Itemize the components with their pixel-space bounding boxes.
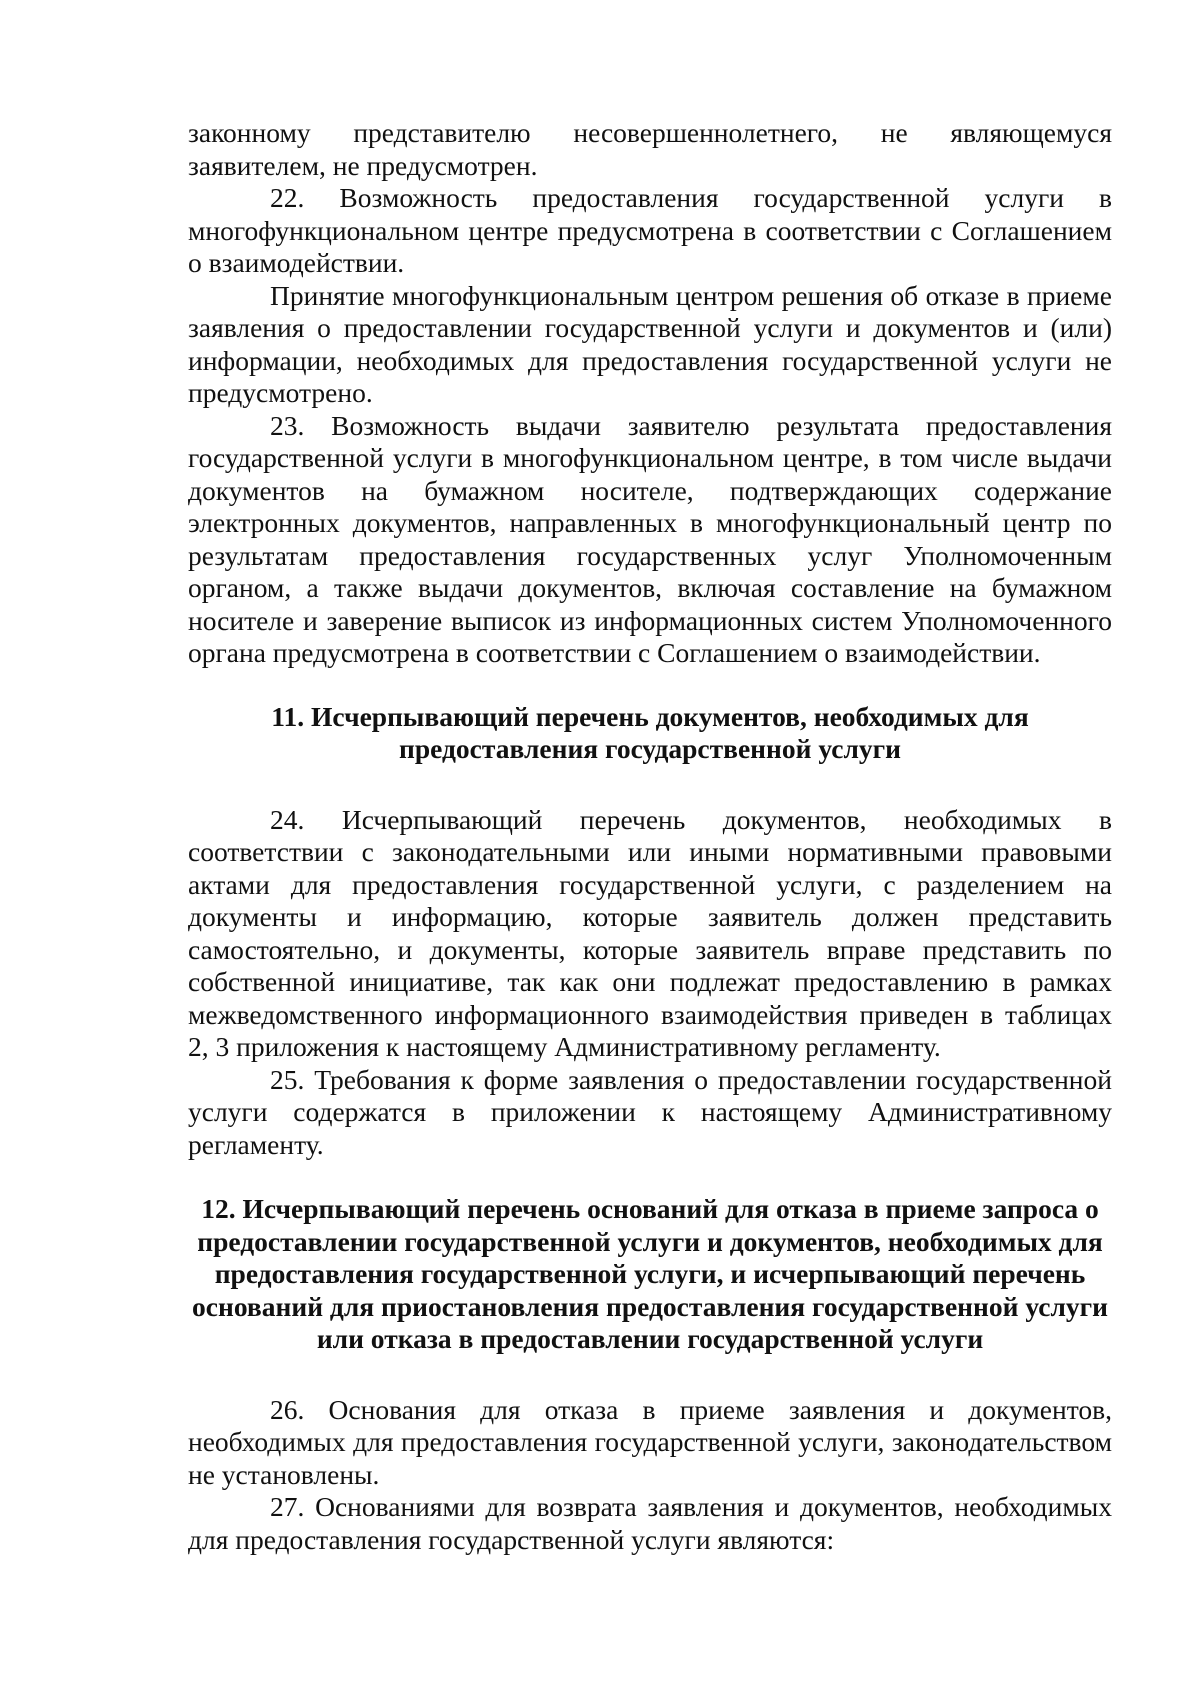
paragraph-25: 25. Требования к форме заявления о предоставлении государственной услуги содержатся в приложении к настоящему Административному регламенту.: [188, 1063, 1112, 1160]
paragraph-26: 26. Основания для отказа в приеме заявления и документов, необходимых для предоставления государственной услуги, законодательством не установлены.: [188, 1393, 1112, 1490]
paragraph-24: 24. Исчерпывающий перечень документов, необходимых в соответствии с законодательными или иными нормативными правовыми актами для предоставления государственной услуги, с разделением на документы и информацию, которые заявитель должен представить самостоятельно, и документы, которые заявитель вправе представить по собственной инициативе, так как они подлежат предоставлению в рамках межведомственного информационного взаимодействия приведен в таблицах 2, 3 приложения к настоящему Административному регламенту.: [188, 803, 1112, 1062]
paragraph-23: 23. Возможность выдачи заявителю результата предоставления государственной услуги в многофункциональном центре, в том числе выдачи документов на бумажном носителе, подтверждающих содержание электронных документов, направленных в многофункциональный центр по результатам предоставления государственных услуг Уполномоченным органом, а также выдачи документов, включая составление на бумажном носителе и заверение выписок из информационных систем Уполномоченного органа предусмотрена в соответствии с Соглашением о взаимодействии.: [188, 409, 1112, 668]
paragraph-21-continuation: законному представителю несовершеннолетнего, не являющемуся заявителем, не предусмотрен.: [188, 117, 1112, 181]
paragraph-27: 27. Основаниями для возврата заявления и документов, необходимых для предоставления государственной услуги являются:: [188, 1491, 1112, 1555]
section-12-heading: 12. Исчерпывающий перечень оснований для отказа в приеме запроса о предоставлении государственной услуги и документов, необходимых для предоставления государственной услуги, и исчерпывающий перечень оснований для приостановления предоставления государственной услуги или отказа в предоставлении государственной услуги: [192, 1193, 1108, 1354]
paragraph-22-mfc: Принятие многофункциональным центром решения об отказе в приеме заявления о предоставлении государственной услуги и документов и (или) информации, необходимых для предоставления государственной услуги не предусмотрено.: [188, 279, 1112, 408]
section-11-heading: 11. Исчерпывающий перечень документов, необходимых для предоставления государственной услуги: [271, 700, 1029, 764]
spacer: [188, 1161, 1112, 1193]
spacer: [188, 766, 1112, 804]
spacer: [188, 1356, 1112, 1394]
paragraph-22: 22. Возможность предоставления государственной услуги в многофункциональном центре предусмотрена в соответствии с Соглашением о взаимодействии.: [188, 182, 1112, 278]
spacer: [188, 670, 1112, 701]
